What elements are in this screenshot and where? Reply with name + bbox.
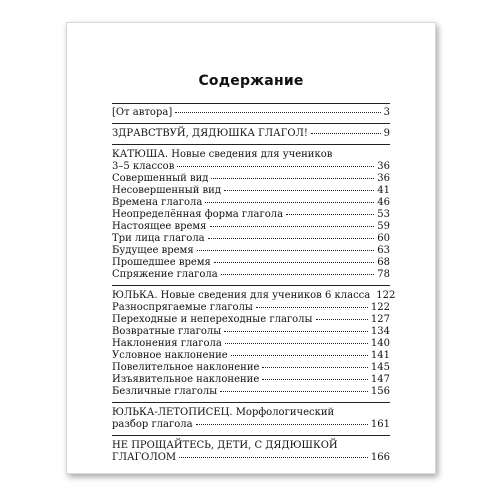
toc-entry-title: Времена глагола: [112, 197, 203, 208]
dot-leader: [316, 319, 368, 320]
toc-entry-heading[interactable]: [112, 407, 390, 419]
toc-entry-title: Изъявительное наклонение: [112, 374, 260, 385]
toc-entry-page: 156: [370, 386, 390, 397]
toc-entry-title: КАТЮША. Новые сведения для учеников: [112, 149, 333, 160]
toc-entry-title: Условное наклонение: [112, 350, 228, 361]
toc-entry[interactable]: [112, 326, 390, 338]
toc-entry[interactable]: [112, 452, 390, 464]
toc-entry-title: Неопределённая форма глагола: [112, 209, 284, 220]
toc-entry-heading[interactable]: [112, 440, 390, 452]
toc-entry-title: Наклонения глагола: [112, 338, 222, 349]
toc-entry-title: [От автора]: [112, 107, 173, 118]
dot-leader: [225, 343, 368, 344]
toc-entry-title: Спряжение глагола: [112, 269, 218, 280]
toc-entry-page: 9: [383, 128, 390, 139]
toc-entry-page: 59: [377, 221, 390, 232]
table-of-contents: [112, 103, 396, 464]
dot-leader: [221, 274, 375, 275]
dot-leader: [205, 202, 374, 203]
toc-section: [112, 407, 390, 431]
dot-leader: [214, 262, 374, 263]
toc-entry[interactable]: [112, 338, 390, 350]
book-page: [66, 22, 436, 474]
toc-entry-page: 141: [370, 350, 390, 361]
toc-entry-title: Три лица глагола: [112, 233, 205, 244]
toc-entry-title: Настоящее время: [112, 221, 207, 232]
dot-leader: [286, 214, 374, 215]
toc-entry-page: 147: [370, 374, 390, 385]
dot-leader: [208, 238, 375, 239]
dot-leader: [196, 424, 368, 425]
toc-entry-page: 161: [370, 419, 390, 430]
toc-entry-page: 145: [370, 362, 390, 373]
toc-entry[interactable]: [112, 257, 390, 269]
toc-entry[interactable]: [112, 173, 390, 185]
toc-entry-title: 3–5 классов: [112, 161, 175, 172]
dot-leader: [197, 250, 375, 251]
toc-entry-page: 3: [383, 107, 390, 118]
dot-leader: [179, 457, 368, 458]
toc-entry-page: 60: [377, 233, 390, 244]
dot-leader: [211, 178, 374, 179]
toc-entry-title: Прошедшее время: [112, 257, 211, 268]
toc-entry-title: ЗДРАВСТВУЙ, ДЯДЮШКА ГЛАГОЛ!: [112, 128, 308, 139]
toc-entry[interactable]: [112, 314, 390, 326]
toc-entry[interactable]: [112, 374, 390, 386]
toc-entry[interactable]: [112, 362, 390, 374]
toc-entry-heading[interactable]: [112, 149, 390, 161]
toc-entry-page: 63: [377, 245, 390, 256]
toc-entry-page: 122: [370, 302, 390, 313]
toc-entry-page: 140: [370, 338, 390, 349]
toc-entry-title: Безличные глаголы: [112, 386, 218, 397]
toc-entry-title: Разноспрягаемые глаголы: [112, 302, 253, 313]
toc-entry-page: 41: [377, 185, 390, 196]
toc-entry-title: ГЛАГОЛОМ: [112, 452, 177, 463]
toc-entry[interactable]: [112, 290, 396, 302]
dot-leader: [311, 133, 381, 134]
toc-entry[interactable]: [112, 197, 390, 209]
dot-leader: [210, 226, 375, 227]
toc-entry-title: Возвратные глаголы: [112, 326, 222, 337]
toc-entry[interactable]: [112, 233, 390, 245]
toc-entry[interactable]: [112, 161, 390, 173]
toc-entry-title: разбор глагола: [112, 419, 193, 430]
dot-leader: [177, 166, 374, 167]
dot-leader: [256, 307, 368, 308]
dot-leader: [175, 112, 380, 113]
dot-leader: [220, 391, 368, 392]
toc-entry-page: 53: [377, 209, 390, 220]
toc-entry-title: ЮЛЬКА-ЛЕТОПИСЕЦ. Морфологический: [112, 407, 335, 418]
toc-entry[interactable]: [112, 419, 390, 431]
toc-entry-page: 122: [376, 290, 396, 301]
toc-entry-page: 68: [377, 257, 390, 268]
toc-section: [112, 128, 390, 140]
dot-leader: [224, 190, 374, 191]
dot-leader: [231, 355, 368, 356]
toc-entry-title: Повелительное наклонение: [112, 362, 260, 373]
toc-section: [112, 149, 390, 281]
toc-entry-page: 166: [370, 452, 390, 463]
dot-leader: [262, 367, 367, 368]
toc-entry-title: Совершенный вид: [112, 173, 209, 184]
toc-entry[interactable]: [112, 302, 390, 314]
toc-entry-page: 36: [377, 173, 390, 184]
toc-entry[interactable]: [112, 221, 390, 233]
toc-entry-page: 134: [370, 326, 390, 337]
toc-section: [112, 290, 396, 398]
toc-entry[interactable]: [112, 350, 390, 362]
dot-leader: [262, 379, 368, 380]
toc-entry-title: ЮЛЬКА. Новые сведения для учеников 6 класса: [112, 290, 371, 301]
page-title: Содержание: [198, 73, 304, 89]
toc-entry-title: Несовершенный вид: [112, 185, 222, 196]
toc-entry-page: 127: [370, 314, 390, 325]
toc-entry-title: Переходные и непереходные глаголы: [112, 314, 313, 325]
toc-entry-title: Будущее время: [112, 245, 194, 256]
toc-entry[interactable]: [112, 128, 390, 140]
toc-entry[interactable]: [112, 269, 390, 281]
toc-entry[interactable]: [112, 185, 390, 197]
toc-section: [112, 440, 390, 464]
toc-entry[interactable]: [112, 107, 390, 119]
dot-leader: [224, 331, 368, 332]
toc-entry-page: 46: [377, 197, 390, 208]
toc-entry-page: 36: [377, 161, 390, 172]
toc-entry-title: НЕ ПРОЩАЙТЕСЬ, ДЕТИ, С ДЯДЮШКОЙ: [112, 440, 338, 451]
toc-entry[interactable]: [112, 386, 390, 398]
toc-section: [112, 107, 390, 119]
toc-entry-page: 78: [377, 269, 390, 280]
toc-entry[interactable]: [112, 245, 390, 257]
toc-entry[interactable]: [112, 209, 390, 221]
